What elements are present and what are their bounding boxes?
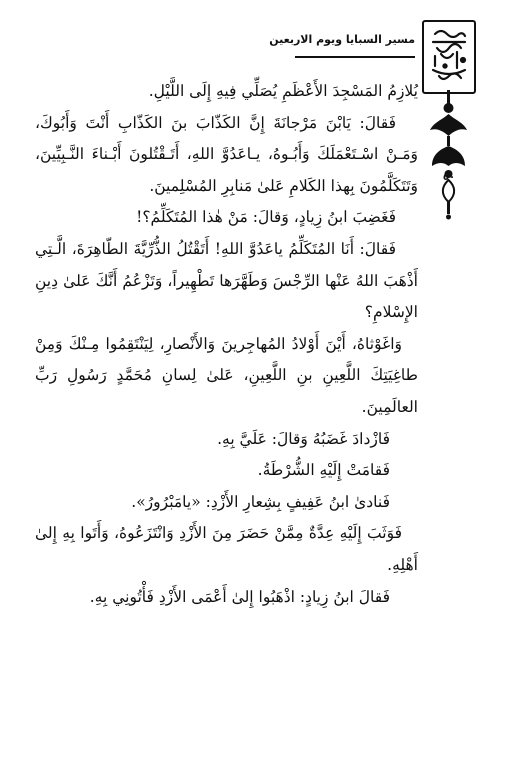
calligraphy-logo-icon (427, 26, 471, 88)
side-ornament-icon (424, 90, 474, 220)
paragraph-6: فَازْدادَ غَضَبُهُ وَقالَ: عَلَيَّ بِهِ. (217, 429, 390, 448)
paragraph-7: فَقامَتْ إِلَيْهِ الشُّرْطَةُ. (257, 461, 390, 480)
paragraph-8: فَنادىٰ ابنُ عَفِيفٍ بِشِعارِ الأَزْدِ: «يامَبْرُورُ». (131, 492, 390, 511)
page-number: ٥٠ (442, 172, 456, 183)
paragraph-2: فَقالَ: يَابْنَ مَرْجانَةَ إِنَّ الكَذّابَ بنَ الكَذّابِ أَنْتَ وَأَبُوكَ، وَمَـنْ اسْـتَعْمَلَكَ وَأَبُـوهُ، يـاعَدُوَّ اللهِ، أَتَـقْتُلونَ أَبْـناءَ النَّـبِيِّينَ، وَتَتَكَلَّمُونَ بِهذا الكَلامِ عَلىٰ مَنابِرِ المُسْلِمينَ. (35, 113, 418, 195)
page-body (35, 76, 418, 613)
running-header (269, 30, 415, 58)
running-header-title: مسير السبايا ويوم الاربعين (269, 33, 415, 46)
paragraph-3: فَغَضِبَ ابنُ زِيادٍ، وَقالَ: مَنْ هٰذا المُتَكَلِّمُ؟! (136, 208, 396, 227)
paragraph-1: يُلازِمُ المَسْجِدَ الأَعْظَمِ يُصَلِّي فِيهِ إِلَى اللَّيْلِ. (148, 82, 418, 100)
paragraph-5: وَاغَوْثاهُ، أَيْنَ أَوْلادُ المُهاجِرينَ وَالأَنْصارِ، لِيَنْتَقِمُوا مِـنْكَ وَمِنْ طاغِيَتِكَ اللَّعِينِ بنِ اللَّعِينِ، عَلىٰ لِسانِ مُحَمَّدٍ رَسُولِ رَبِّ العالَمِينَ. (35, 334, 418, 416)
paragraph-9: فَوَثَبَ إِلَيْهِ عِدَّةٌ مِمَّنْ حَضَرَ مِنَ الأَزْدِ وَانْتَزَعُوهُ، وَأَتَوا بِهِ إِلىٰ أَهْلِهِ. (35, 524, 418, 574)
paragraph-10: فَقالَ ابنُ زِيادٍ: اذْهَبُوا إِلىٰ أَعْمَى الأَزْدِ فَأْتُونِي بِهِ. (89, 587, 390, 606)
paragraph-4: فَقالَ: أَنَا المُتَكَلِّمُ ياعَدُوَّ اللهِ! أَتَقْتُلُ الذُّرِّيَّةَ الطّاهِرَةَ، الَّـتِي أَذْهَبَ اللهُ عَنْها الرِّجْسَ وَطَهَّرَها تَطْهِيراً، وَتَزْعُمُ أَنَّكَ عَلىٰ دِينِ الإِسْلامِ؟ (35, 239, 418, 322)
publisher-logo (422, 20, 476, 94)
